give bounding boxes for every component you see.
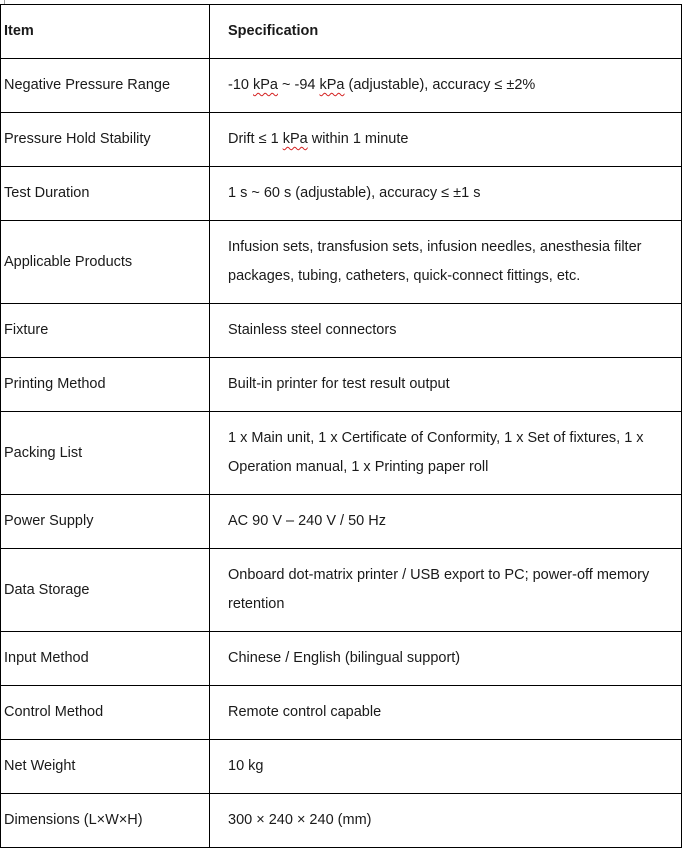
table-row (1, 59, 682, 113)
table-row (1, 113, 682, 167)
spec-cell: AC 90 V – 240 V / 50 Hz (210, 495, 682, 549)
spec-text: ~ -94 (278, 77, 320, 93)
spec-cell: 1 x Main unit, 1 x Certificate of Conformity, 1 x Set of fixtures, 1 x Operation manual, 1 x Printing paper roll (210, 412, 682, 495)
spec-text: -10 (228, 77, 253, 93)
item-cell: Packing List (1, 412, 210, 495)
table-header-row (1, 5, 682, 59)
item-cell: Control Method (1, 686, 210, 740)
table-row (1, 549, 682, 632)
spec-cell: Remote control capable (210, 686, 682, 740)
spec-cell (210, 59, 682, 113)
item-cell: Net Weight (1, 740, 210, 794)
header-specification-cell: Specification (210, 5, 682, 59)
item-cell: Dimensions (L×W×H) (1, 794, 210, 848)
table-row (1, 686, 682, 740)
spec-text: within 1 minute (307, 131, 409, 147)
item-cell: Pressure Hold Stability (1, 113, 210, 167)
table-row (1, 740, 682, 794)
item-cell: Input Method (1, 632, 210, 686)
spellcheck-underlined-word: kPa (319, 77, 345, 93)
item-cell: Negative Pressure Range (1, 59, 210, 113)
table-row (1, 632, 682, 686)
item-cell: Power Supply (1, 495, 210, 549)
table-row (1, 495, 682, 549)
specification-table (0, 4, 682, 848)
spec-cell: 10 kg (210, 740, 682, 794)
header-item-cell: Item (1, 5, 210, 59)
spec-text: (adjustable), accuracy ≤ ±2% (344, 77, 536, 93)
spec-cell: Built-in printer for test result output (210, 358, 682, 412)
spec-cell: Chinese / English (bilingual support) (210, 632, 682, 686)
item-cell: Printing Method (1, 358, 210, 412)
spec-cell: 1 s ~ 60 s (adjustable), accuracy ≤ ±1 s (210, 167, 682, 221)
item-cell: Test Duration (1, 167, 210, 221)
table-row (1, 794, 682, 848)
item-cell: Fixture (1, 304, 210, 358)
spec-cell (210, 113, 682, 167)
item-cell: Data Storage (1, 549, 210, 632)
table-row (1, 304, 682, 358)
spec-text: Drift ≤ 1 (228, 131, 283, 147)
table-row (1, 167, 682, 221)
spec-cell: Stainless steel connectors (210, 304, 682, 358)
spec-cell: Onboard dot-matrix printer / USB export to PC; power-off memory retention (210, 549, 682, 632)
table-row (1, 221, 682, 304)
spellcheck-underlined-word: kPa (253, 77, 278, 93)
item-cell: Applicable Products (1, 221, 210, 304)
spec-cell: Infusion sets, transfusion sets, infusion needles, anesthesia filter packages, tubing, catheters, quick-connect fittings, etc. (210, 221, 682, 304)
table-row (1, 358, 682, 412)
spec-cell: 300 × 240 × 240 (mm) (210, 794, 682, 848)
table-row (1, 412, 682, 495)
spellcheck-underlined-word: kPa (282, 131, 308, 147)
